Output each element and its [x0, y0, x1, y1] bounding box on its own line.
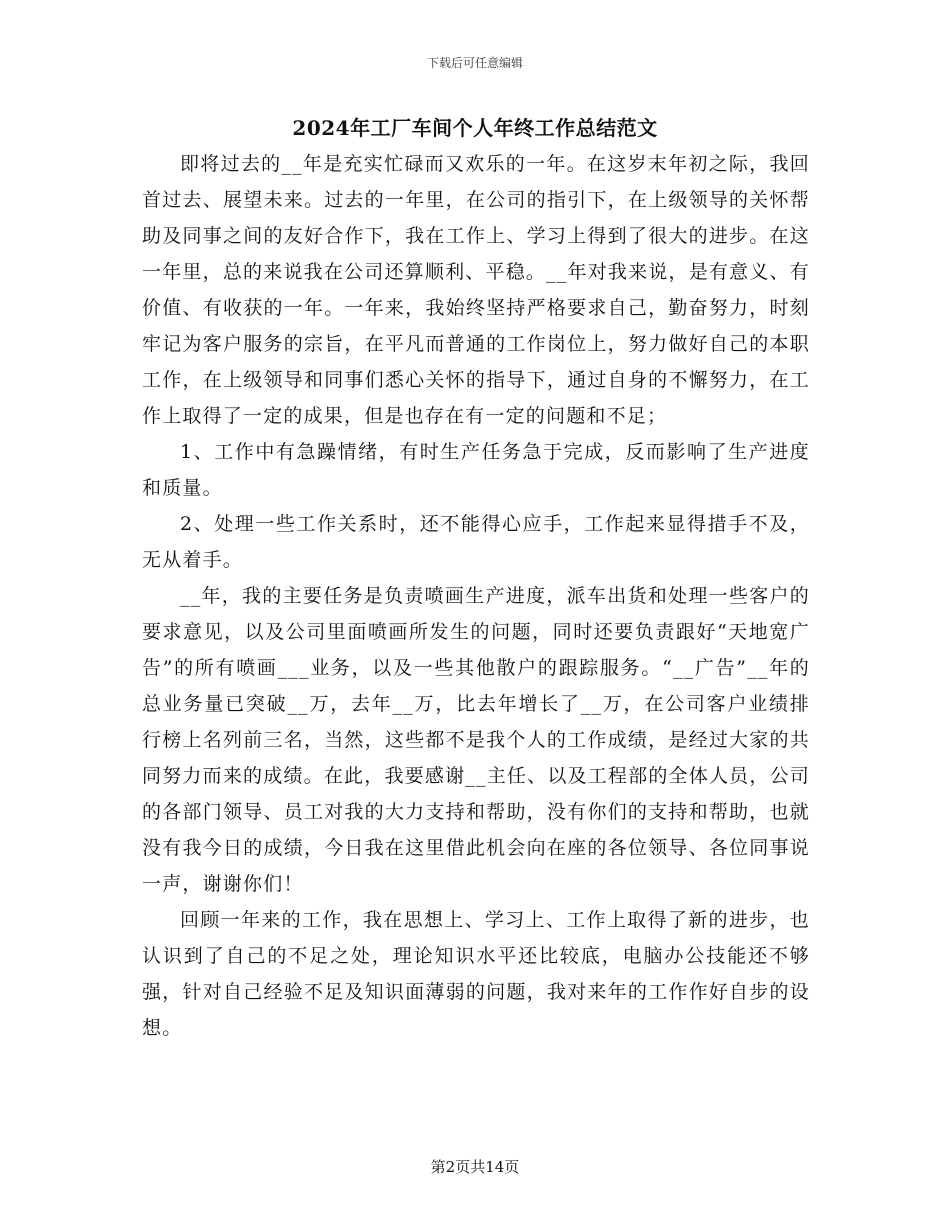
- paragraph-issue-1: 1、工作中有急躁情绪，有时生产任务急于完成，反而影响了生产进度和质量。: [142, 441, 810, 499]
- paragraph-main-tasks: __年，我的主要任务是负责喷画生产进度，派车出货和处理一些客户的要求意见，以及公司里面喷画所发生的问题，同时还要负责跟好“天地宽广告”的所有喷画___业务，以及一些其他散户的跟踪服务。“__广告”__年的总业务量已突破__万，去年__万，比去年增长了__万，在公司客户业绩排行榜上名列前三名，当然，这些都不是我个人的工作成绩，是经过大家的共同努力而来的成绩。在此，我要感谢__主任、以及工程部的全体人员，公司的各部门领导、员工对我的大力支持和帮助，没有你们的支持和帮助，也就没有我今日的成绩，今日我在这里借此机会向在座的各位领导、各位同事说一声，谢谢你们！: [142, 585, 810, 895]
- document-body: [142, 146, 810, 1046]
- page-number: 第2页共14页: [430, 1158, 520, 1176]
- paragraph-review: 回顾一年来的工作，我在思想上、学习上、工作上取得了新的进步，也认识到了自己的不足之处，理论知识水平还比较底，电脑办公技能还不够强，针对自己经验不足及知识面薄弱的问题，我对来年的工作作好自步的设想。: [142, 909, 810, 1039]
- page-header-note: 下载后可任意编辑: [426, 56, 523, 70]
- paragraph-issue-2: 2、处理一些工作关系时，还不能得心应手，工作起来显得措手不及，无从着手。: [142, 513, 810, 571]
- document-title: 2024年工厂车间个人年终工作总结范文: [292, 116, 658, 140]
- paragraph-intro: 即将过去的__年是充实忙碌而又欢乐的一年。在这岁末年初之际，我回首过去、展望未来。过去的一年里，在公司的指引下，在上级领导的关怀帮助及同事之间的友好合作下，我在工作上、学习上得到了很大的进步。在这一年里，总的来说我在公司还算顺利、平稳。__年对我来说，是有意义、有价值、有收获的一年。一年来，我始终坚持严格要求自己，勤奋努力，时刻牢记为客户服务的宗旨，在平凡而普通的工作岗位上，努力做好自己的本职工作，在上级领导和同事们悉心关怀的指导下，通过自身的不懈努力，在工作上取得了一定的成果，但是也存在有一定的问题和不足；: [142, 153, 810, 427]
